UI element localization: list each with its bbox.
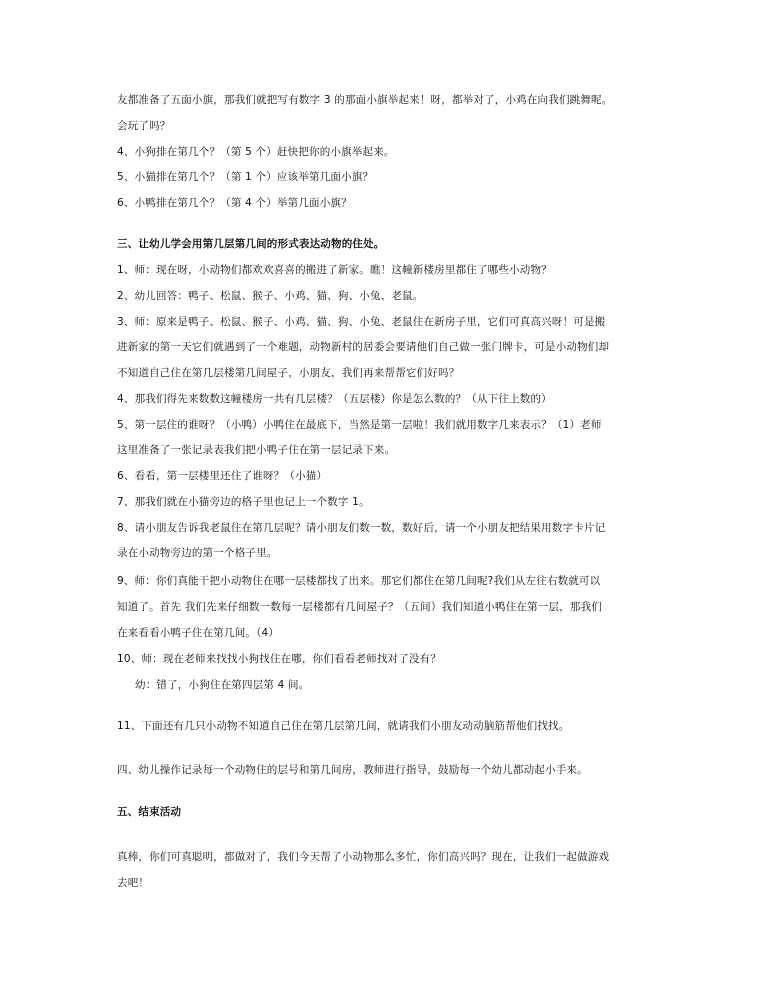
text-line: 5、小猫排在第几个？（第 1 个）应该举第几面小旗？ [117,171,374,183]
text-line: 去吧！ [117,877,150,889]
section-heading-3: 三、让幼儿学会用第几层第几间的形式表达动物的住处。 [117,238,385,250]
text-line: 1、师：现在呀，小动物们都欢欢喜喜的搬进了新家。瞧！这幢新楼房里都住了哪些小动物？ [117,264,552,276]
text-line: 在来看看小鸭子住在第几间。（4） [117,627,280,639]
text-line: 7、那我们就在小猫旁边的格子里也记上一个数字 1。 [117,496,370,508]
text-line: 8、请小朋友告诉我老鼠住在第几层呢？请小朋友们数一数，数好后，请一个小朋友把结果用数字卡片记 [117,522,606,534]
text-line: 3、师：原来是鸭子、松鼠、猴子、小鸡、猫、狗、小兔、老鼠住在新房子里，它们可真高兴呀！可是搬 [117,316,606,328]
text-line: 6、小鸭排在第几个？（第 4 个）举第几面小旗？ [117,197,352,209]
text-line: 2、幼儿回答：鸭子、松鼠、猴子、小鸡、猫、狗、小兔、老鼠。 [117,290,424,302]
text-line: 真棒，你们可真聪明，都做对了，我们今天帮了小动物那么多忙，你们高兴吗？现在，让我们一起做游戏 [117,851,610,863]
text-line: 6、看看，第一层楼里还住了谁呀？（小猫） [117,470,328,482]
text-line: 5、第一层住的谁呀？（小鸭）小鸭住在最底下，当然是第一层啦！我们就用数字几来表示？（1）老师 [117,419,602,431]
text-line: 幼：错了，小狗住在第四层第 4 间。 [135,679,310,691]
text-line: 4、小狗排在第几个？（第 5 个）赶快把你的小旗举起来。 [117,146,395,158]
section-heading-5: 五、结束活动 [117,806,182,818]
text-line: 知道了。首先 我们先来仔细数一数每一层楼都有几间屋子？（五间）我们知道小鸭住在第一层，那我们 [117,601,603,613]
text-line: 9、师：你们真能干把小动物住在哪一层楼都找了出来。那它们都住在第几间呢?我们从左往右数就可以 [117,575,601,587]
text-line: 不知道自己住在第几层楼第几间屋子，小朋友，我们再来帮帮它们好吗？ [117,367,460,379]
text-line: 11、下面还有几只小动物不知道自己住在第几层第几间，就请我们小朋友动动脑筋帮他们找找。 [117,720,570,732]
text-line: 会玩了吗？ [117,120,171,132]
text-line: 10、师：现在老师来找找小狗找住在哪，你们看看老师找对了没有？ [117,653,442,665]
section-heading-4: 四、幼儿操作记录每一个动物住的层号和第几间房，教师进行指导，鼓励每一个幼儿都动起小手来。 [117,764,588,776]
text-line: 录在小动物旁边的第一个格子里。 [117,547,278,559]
text-line: 进新家的第一天它们就遇到了一个难题，动物新村的居委会要请他们自己做一张门牌卡，可是小动物们却 [117,341,610,353]
text-line: 4、那我们得先来数数这幢楼房一共有几层楼？（五层楼）你是怎么数的？（从下往上数的） [117,393,552,405]
text-line: 友都准备了五面小旗，那我们就把写有数字 3 的那面小旗举起来！呀，都举对了，小鸡在向我们跳舞呢。 [117,94,613,106]
text-line: 这里准备了一张记录表我们把小鸭子住在第一层记录下来。 [117,444,396,456]
